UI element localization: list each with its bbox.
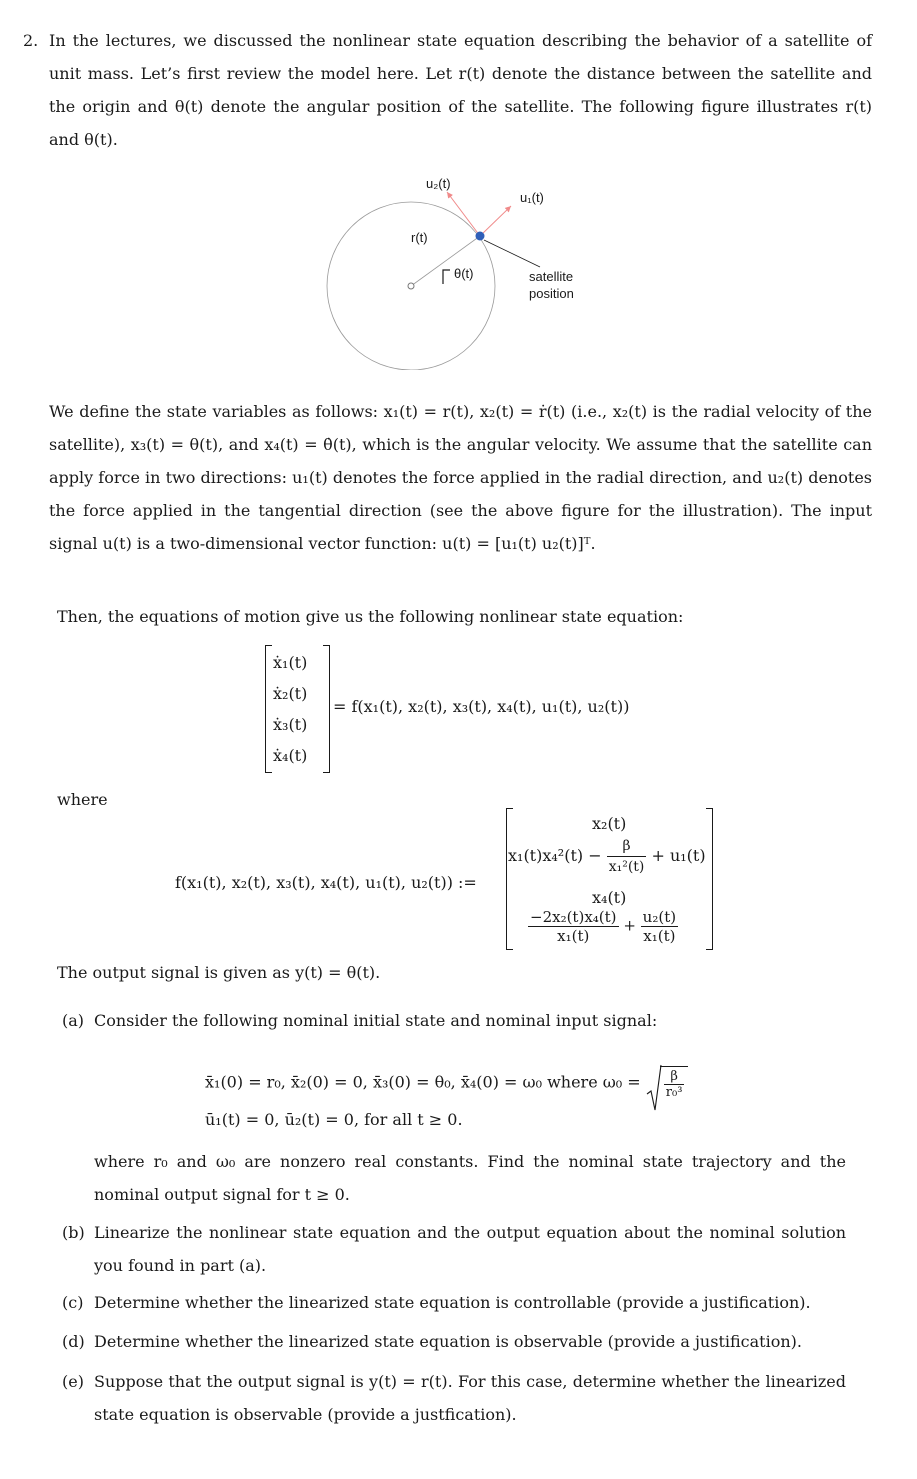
problem-intro <box>23 24 872 156</box>
r-label: r(t) <box>411 230 428 245</box>
u1-label: u₁(t) <box>520 190 544 205</box>
satellite-label <box>529 268 574 302</box>
part-b <box>62 1216 846 1282</box>
part-b-text: Linearize the nonlinear state equation and the output equation about the nominal solution you found in part (a). <box>94 1223 846 1275</box>
part-a-input: ū₁(t) = 0, ū₂(t) = 0, for all t ≥ 0. <box>205 1110 463 1129</box>
part-d-text: Determine whether the linearized state equation is observable (provide a justification). <box>94 1332 802 1351</box>
f-row-4-den-1: x₁(t) <box>528 926 619 945</box>
problem-intro-text: In the lectures, we discussed the nonlinear state equation describing the behavior of a satellite of unit mass. Let’s first review the model here. Let r(t) denote the distance between the satellite and the origin and θ(t) denote the angular position of the satellite. The following figure illustrates r(t) and θ(t). <box>49 31 872 149</box>
f-definition-lhs: f(x₁(t), x₂(t), x₃(t), x₄(t), u₁(t), u₂(t)) := <box>175 873 477 892</box>
state-equation <box>265 645 685 775</box>
state-vector-bracket-left <box>265 645 272 773</box>
state-definition: We define the state variables as follows: x₁(t) = r(t), x₂(t) = ṙ(t) (i.e., x₂(t) is the radial velocity of the satellite), x₃(t) = θ(t), and x₄(t) = θ̇(t), which is the angular velocity. We assume that the satellite can apply force in two directions: u₁(t) denotes the force applied in the radial direction, and u₂(t) denotes the force applied in the tangential direction (see the above figure for the illustration). The input signal u(t) is a two-dimensional vector function: u(t) = [u₁(t) u₂(t)]ᵀ. <box>49 402 872 553</box>
satellite-figure <box>300 170 620 370</box>
f-row-4-frac-1 <box>528 908 619 945</box>
sqrt-den: r₀³ <box>665 1085 683 1100</box>
satellite-label-line1: satellite <box>529 269 574 284</box>
theta-label: θ(t) <box>454 266 474 281</box>
u1-arrow <box>480 206 511 236</box>
f-row-4-num-2: u₂(t) <box>642 908 677 926</box>
part-a-eq1: x̄₁(0) = r₀, x̄₂(0) = 0, x̄₃(0) = θ₀, x̄₄(0) = ω₀ where ω₀ = <box>205 1072 641 1092</box>
part-a <box>62 1004 854 1037</box>
state-vector-bracket-right <box>323 645 330 773</box>
part-a-text-2: where r₀ and ω₀ are nonzero real constants. Find the nominal state trajectory and the nominal output signal for t ≥ 0. <box>94 1152 846 1204</box>
satellite-label-line2: position <box>529 286 574 301</box>
f-row-2 <box>508 836 706 877</box>
f-row-4 <box>528 908 678 945</box>
part-e-text: Suppose that the output signal is y(t) = r(t). For this case, determine whether the linearized state equation is observable (provide a justfication). <box>94 1372 846 1424</box>
where-label: where <box>57 790 108 809</box>
f-row-4-plus: + <box>623 916 636 935</box>
f-row-2-a: x₁(t)x₄²(t) − <box>508 846 602 865</box>
sqrt-frac <box>660 1066 689 1100</box>
output-equation: The output signal is given as y(t) = θ(t). <box>57 963 381 982</box>
f-row-2-b: + u₁(t) <box>651 846 706 865</box>
motion-intro: Then, the equations of motion give us the following nonlinear state equation: <box>57 607 684 626</box>
state-vector-row: ẋ₁(t) <box>273 653 308 672</box>
f-row-2-num: β <box>622 838 631 854</box>
state-vector <box>273 647 307 771</box>
sqrt-num: β <box>670 1069 678 1084</box>
part-e <box>62 1365 846 1431</box>
sqrt-expression <box>646 1066 689 1100</box>
origin-point <box>408 283 414 289</box>
state-vector-row: ẋ₄(t) <box>273 746 308 765</box>
u2-label: u₂(t) <box>426 176 451 191</box>
part-c <box>62 1286 854 1319</box>
part-a-text: Consider the following nominal initial state and nominal input signal: <box>94 1011 658 1030</box>
problem-number: 2. <box>23 31 39 50</box>
part-d <box>62 1325 854 1358</box>
state-equation-rhs: = f(x₁(t), x₂(t), x₃(t), x₄(t), u₁(t), u₂(t)) <box>333 697 630 716</box>
theta-arc <box>443 270 450 284</box>
pointer-line <box>484 240 540 267</box>
f-bracket-right <box>706 808 713 950</box>
sqrt-sign <box>646 1064 662 1112</box>
satellite-point <box>476 232 485 241</box>
f-row-4-num-1: −2x₂(t)x₄(t) <box>530 908 617 926</box>
f-row-4-den-2: x₁(t) <box>641 926 678 945</box>
u2-arrow <box>447 192 480 236</box>
f-row-3: x₄(t) <box>592 888 627 907</box>
state-vector-row: ẋ₃(t) <box>273 715 308 734</box>
f-bracket-left <box>506 808 513 950</box>
f-row-2-frac <box>607 836 647 877</box>
part-c-text: Determine whether the linearized state equation is controllable (provide a justification). <box>94 1293 811 1312</box>
f-row-1: x₂(t) <box>592 814 627 833</box>
state-vector-row: ẋ₂(t) <box>273 684 308 703</box>
part-a-label: (a) <box>62 1011 85 1030</box>
part-c-label: (c) <box>62 1293 84 1312</box>
f-row-4-frac-2 <box>641 908 678 945</box>
part-d-label: (d) <box>62 1332 85 1351</box>
part-b-label: (b) <box>62 1223 85 1242</box>
part-e-label: (e) <box>62 1372 84 1391</box>
f-definition-matrix <box>500 808 722 950</box>
part-a-initial-state <box>205 1066 688 1100</box>
f-row-2-den: x₁²(t) <box>607 856 647 877</box>
